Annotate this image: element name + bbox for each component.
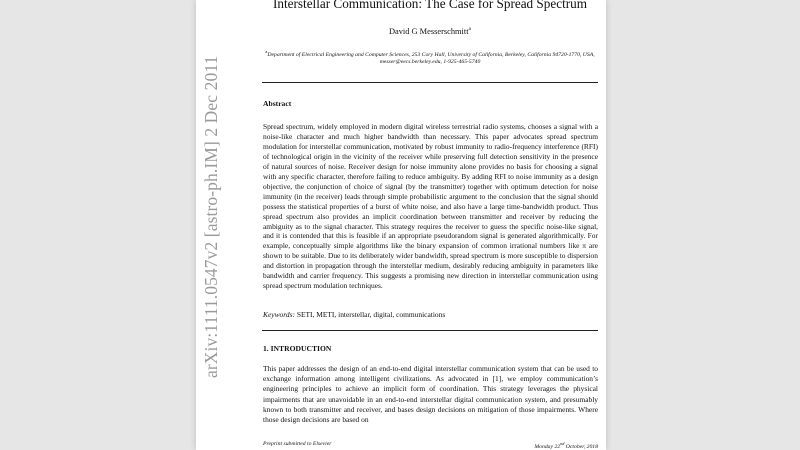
footer-date-suffix: October, 2018	[564, 443, 598, 450]
abstract-heading: Abstract	[263, 99, 292, 108]
author-name: David G Messerschmitt	[388, 26, 469, 36]
introduction-text: This paper addresses the design of an end-to-end digital interstellar communication system that can be used to exchange information among intelligent civilizations. As advocated in [1], we employ communication’s engineering principles to achieve an implicit form of coordination. This strategy leverages the physical impairments that are unavoidable in an end-to-end interstellar digital communication system, and presumably known to both transmitter and receiver, and bases design decisions on mitigation of those impairments. Where those design decisions are based on	[263, 364, 598, 425]
abstract-rule	[262, 330, 598, 331]
header-rule	[262, 82, 598, 83]
author-line	[262, 26, 598, 36]
footer-date-ordinal: nd	[560, 441, 565, 446]
footer-date	[534, 441, 598, 450]
affiliation	[262, 48, 598, 67]
keywords-label: Keywords:	[263, 310, 295, 319]
abstract-text: Spread spectrum, widely employed in modern digital wireless terrestrial radio systems, chooses a signal with a noise-like character and much higher bandwidth than necessary. This paper advocates spread spectrum modulation for interstellar communication, motivated by robust immunity to radio-frequency interference (RFI) of technological origin in the vicinity of the receiver while preserving full detection sensitivity in the presence of natural sources of noise. Receiver design for noise immunity alone provides no basis for choosing a signal with any specific character, therefore failing to reduce ambiguity. By adding RFI to noise immunity as a design objective, the conjunction of choice of signal (by the transmitter) together with optimum detection for noise immunity (in the receiver) leads through simple probabilistic argument to the conclusion that the signal should possess the statistical properties of a burst of white noise, and also have a large time-bandwidth product. Thus spread spectrum also provides an implicit coordination between transmitter and receiver by reducing the ambiguity as to the signal character. This strategy requires the receiver to guess the specific noise-like signal, and it is contended that this is feasible if an appropriate pseudorandom signal is generated algorithmically. For example, conceptually simple algorithms like the binary expansion of common irrational numbers like π are shown to be suitable. Due to its deliberately wider bandwidth, spread spectrum is more susceptible to dispersion and distortion in propagation through the interstellar medium, desirably reducing ambiguity in parameters like bandwidth and carrier frequency. This suggests a promising new direction in interstellar communication using spread spectrum modulation techniques.	[263, 122, 598, 291]
affiliation-text: Department of Electrical Engineering and Computer Sciences, 253 Cory Hall, University of California, Berkeley, California 94720-1770, USA, messer@eecs.berkeley.edu, 1-925-465-5740	[267, 51, 595, 66]
affiliation-marker: a	[265, 49, 268, 54]
footer-date-prefix: Monday 22	[534, 443, 561, 450]
introduction-heading: 1. INTRODUCTION	[263, 344, 332, 353]
arxiv-identifier-stamp: arXiv:1111.0547v2 [astro-ph.IM] 2 Dec 2011	[201, 55, 221, 378]
paper-title: Interstellar Communication: The Case for Spread Spectrum	[273, 0, 587, 11]
author-affiliation-marker: a	[468, 26, 471, 32]
keywords-text: SETI, METI, interstellar, digital, communications	[296, 310, 446, 319]
keywords-line	[263, 310, 598, 319]
footer-preprint-note: Preprint submitted to Elsevier	[263, 441, 332, 447]
